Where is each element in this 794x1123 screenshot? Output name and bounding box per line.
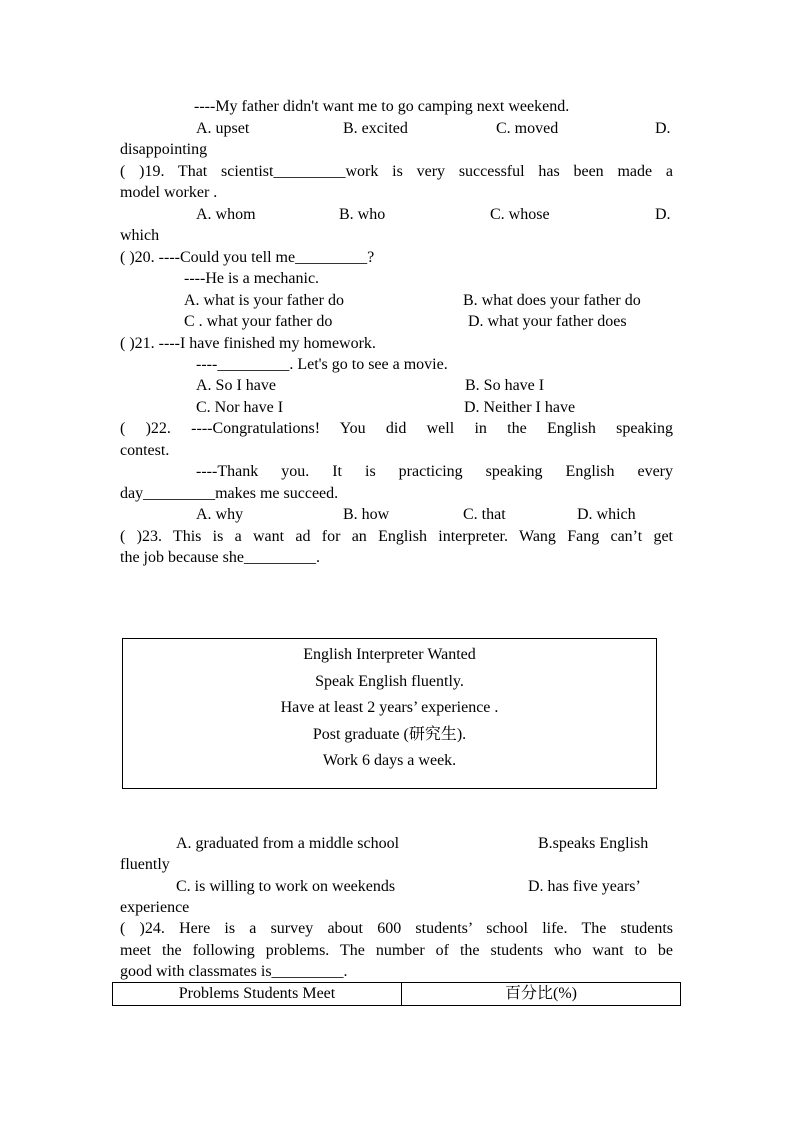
q24-stem: ( )24. Here is a survey about 600 students’ school life. The students: [120, 920, 673, 937]
q21-option-d: D. Neither I have: [464, 399, 576, 416]
q23-option-c: C. is willing to work on weekends: [176, 878, 396, 895]
q22-option-b: B. how: [343, 506, 390, 523]
ad-requirement: Have at least 2 years’ experience .: [280, 699, 499, 716]
q22-option-c: C. that: [463, 506, 506, 523]
ad-requirement: Work 6 days a week.: [322, 752, 457, 769]
ad-title: English Interpreter Wanted: [303, 646, 476, 663]
q22-option-d: D. which: [577, 506, 636, 523]
table-header-percent: 百分比(%): [402, 983, 681, 1006]
q21-option-a: A. So I have: [196, 377, 276, 394]
q20-option-c: C . what your father do: [184, 313, 333, 330]
q22-option-a: A. why: [196, 506, 244, 523]
q22-stem-cont: contest.: [120, 442, 170, 459]
q19-option-d-text: which: [120, 227, 160, 244]
q20-stem: ( )20. ----Could you tell me_________?: [120, 249, 375, 266]
q20-reply: ----He is a mechanic.: [184, 270, 320, 287]
q19-option-b: B. who: [339, 206, 386, 223]
q19-option-d: D.: [655, 206, 671, 223]
q23-stem: ( )23. This is a want ad for an English interpreter. Wang Fang can’t get: [120, 528, 673, 545]
q19-stem-cont: model worker .: [120, 184, 218, 201]
q20-option-d: D. what your father does: [468, 313, 627, 330]
q22-reply-cont: day_________makes me succeed.: [120, 485, 339, 502]
q23-option-a: A. graduated from a middle school: [176, 835, 400, 852]
q18-option-d: D.: [655, 120, 671, 137]
q24-stem-end: good with classmates is_________.: [120, 963, 348, 980]
q23-option-b: B.speaks English: [538, 835, 649, 852]
q21-reply: ----_________. Let's go to see a movie.: [196, 356, 448, 373]
ad-requirement: Post graduate (研究生).: [312, 726, 467, 743]
q22-reply: ----Thank you. It is practicing speaking English every: [196, 463, 673, 480]
q21-option-c: C. Nor have I: [196, 399, 284, 416]
q18-option-a: A. upset: [196, 120, 250, 137]
survey-table: [112, 982, 681, 1006]
q20-option-a: A. what is your father do: [184, 292, 344, 309]
q24-stem-cont: meet the following problems. The number of the students who want to be: [120, 942, 673, 959]
q21-stem: ( )21. ----I have finished my homework.: [120, 335, 376, 352]
q18-dialogue-line: ----My father didn't want me to go camping next weekend.: [194, 98, 570, 115]
q18-option-c: C. moved: [496, 120, 559, 137]
q21-option-b: B. So have I: [465, 377, 545, 394]
ad-requirement: Speak English fluently.: [315, 673, 464, 690]
q20-option-b: B. what does your father do: [463, 292, 641, 309]
table-header-problems: Problems Students Meet: [113, 983, 402, 1006]
q23-option-d-text: experience: [120, 899, 190, 916]
q18-option-b: B. excited: [343, 120, 408, 137]
table-header-row: [113, 983, 681, 1006]
q18-option-d-text: disappointing: [120, 141, 208, 158]
q22-stem: ( )22. ----Congratulations! You did well in the English speaking: [120, 420, 673, 437]
q23-stem-cont: the job because she_________.: [120, 549, 320, 566]
q23-option-d: D. has five years’: [528, 878, 641, 895]
want-ad-box: [122, 638, 657, 789]
q19-option-c: C. whose: [490, 206, 550, 223]
q19-stem: ( )19. That scientist_________work is very successful has been made a: [120, 163, 673, 180]
q23-option-b-text: fluently: [120, 856, 170, 873]
q19-option-a: A. whom: [196, 206, 256, 223]
